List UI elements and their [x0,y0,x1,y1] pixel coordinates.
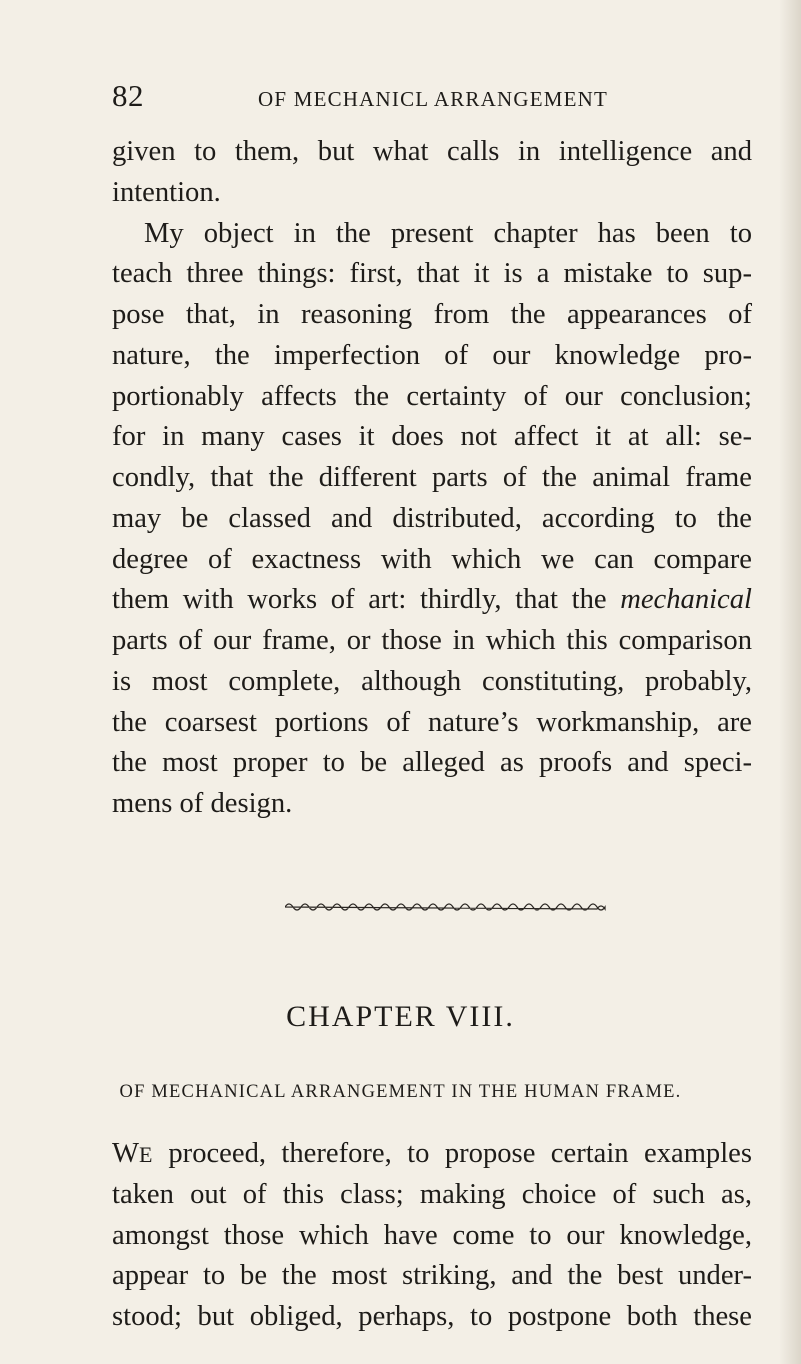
text-line: degree of exactness with which we can compare [112,543,752,575]
decorative-rule-ornament [285,900,615,912]
text-line: My object in the present chapter has been to [144,217,752,249]
text-line: is most complete, although constituting, probably, [112,665,752,697]
text-line: portionably affects the certainty of our conclusion; [112,380,752,412]
text-line: parts of our frame, or those in which this comparison [112,625,752,656]
page-edge-shadow [779,0,801,1364]
text-line: nature, the imperfection of our knowledge pro- [112,339,752,371]
paragraph-closing [112,132,752,825]
paragraph-opening [112,1134,752,1338]
text-line: pose that, in reasoning from the appearances of [112,299,752,330]
text-line: stood; but obliged, perhaps, to postpone both these [112,1301,752,1332]
initial-letter: W [112,1138,139,1169]
text-line: intention. [112,176,221,208]
text-line: the coarsest portions of nature’s workmanship, are [112,706,752,738]
text-line: teach three things: first, that it is a mistake to sup- [112,258,752,290]
italic-word: mechanical [620,584,752,616]
text-segment: proceed, therefore, to propose certain examples [152,1138,752,1169]
text-line: appear to be the most striking, and the best under- [112,1260,752,1292]
text-line: given to them, but what calls in intelligence and [112,136,752,167]
text-line: mens of design. [112,788,293,819]
small-caps-letter: E [139,1142,153,1167]
text-line: condly, that the different parts of the animal frame [112,462,752,493]
text-line: for in many cases it does not affect it at all: se- [112,421,752,453]
page-header [0,78,801,126]
text-line-with-italic [112,580,752,621]
text-line: taken out of this class; making choice of such as, [112,1178,752,1210]
running-head: OF MECHANICL ARRANGEMENT [258,87,609,111]
page-number: 82 [112,78,144,113]
chapter-subtitle: OF MECHANICAL ARRANGEMENT IN THE HUMAN FRAME. [119,1082,682,1102]
text-line: may be classed and distributed, according to the [112,502,752,534]
chapter-title: CHAPTER VIII. [286,1000,515,1033]
text-line: the most proper to be alleged as proofs and speci- [112,747,752,779]
text-line-first [112,1134,752,1175]
text-segment: them with works of art: thirdly, that the [112,584,621,616]
text-line: amongst those which have come to our knowledge, [112,1219,752,1251]
